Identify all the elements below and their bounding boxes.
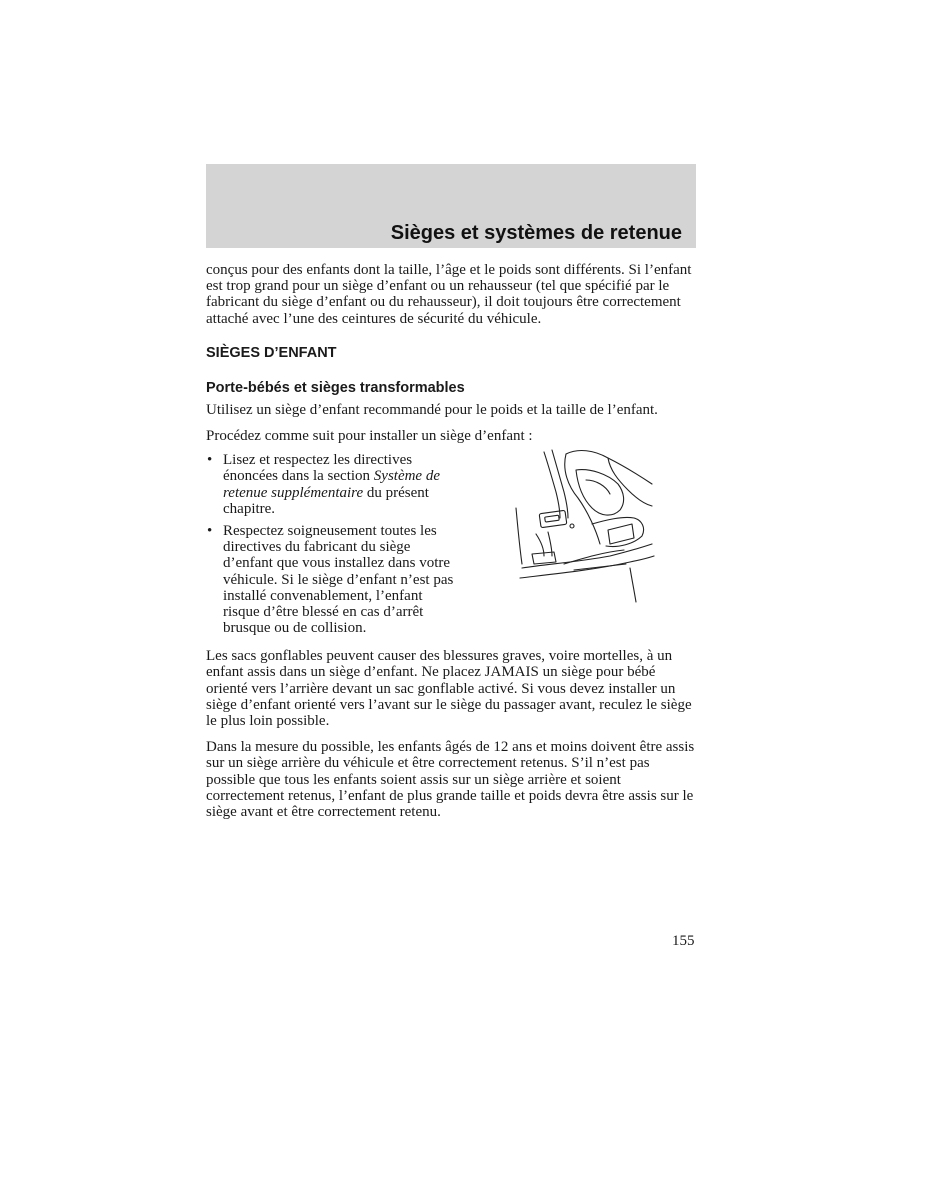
paragraph-procedure: Procédez comme suit pour installer un siège d’enfant :: [206, 428, 533, 445]
page-number: 155: [672, 933, 695, 949]
intro-paragraph: conçus pour des enfants dont la taille, l’âge et le poids sont différents. Si l’enfant est trop grand pour un siège d’enfant ou un rehausseur (tel que spécifié par le fabricant du siège d’enfant ou du rehausseur), il doit toujours être correctement attaché avec l’une des ceintures de sécurité du véhicule.: [206, 262, 692, 327]
subheading: Porte-bébés et sièges transformables: [206, 379, 465, 396]
list-item: [206, 523, 456, 636]
bullet-icon: •: [207, 523, 213, 540]
section-heading: SIÈGES D’ENFANT: [206, 344, 337, 361]
main-content: [206, 262, 696, 820]
bullet-icon: •: [207, 452, 213, 469]
section-reference: Système de retenue supplémentaire: [223, 468, 440, 501]
bullet-section: [206, 452, 696, 648]
bullet-text: Respectez soigneusement toutes les directives du fabricant du siège d’enfant que vous installez dans votre véhicule. Si le siège d’enfant n’est pas installé convenablement, l’enfant risque d’être blessé en cas d’arrêt brusque ou de collision.: [223, 523, 454, 637]
page-title: Sièges et systèmes de retenue: [390, 222, 682, 244]
header-band: [206, 164, 696, 248]
child-seat-belt-illustration: [514, 440, 656, 608]
bullet-text: Lisez et respectez les directives énoncées dans la section: [223, 452, 413, 485]
bullet-text-end: du présent chapitre.: [223, 484, 429, 517]
paragraph-airbag-warning: Les sacs gonflables peuvent causer des blessures graves, voire mortelles, à un enfant assis dans un siège d’enfant. Ne placez JAMAIS un siège pour bébé orienté vers l’arrière devant un sac gonflable activé. Si vous devez installer un siège d’enfant orienté vers l’avant sur le siège du passager avant, reculez le siège le plus loin possible.: [206, 648, 692, 730]
list-item: [206, 452, 456, 517]
paragraph-rear-seat: Dans la mesure du possible, les enfants âgés de 12 ans et moins doivent être assis sur un siège arrière du véhicule et être correctement retenus. S’il n’est pas possible que tous les enfants soient assis sur un siège arrière et soient correctement retenus, l’enfant de plus grande taille et poids devra être assis sur le siège avant et être correctement retenu.: [206, 739, 695, 821]
paragraph-recommendation: Utilisez un siège d’enfant recommandé pour le poids et la taille de l’enfant.: [206, 401, 658, 418]
bullet-list: [206, 452, 456, 636]
